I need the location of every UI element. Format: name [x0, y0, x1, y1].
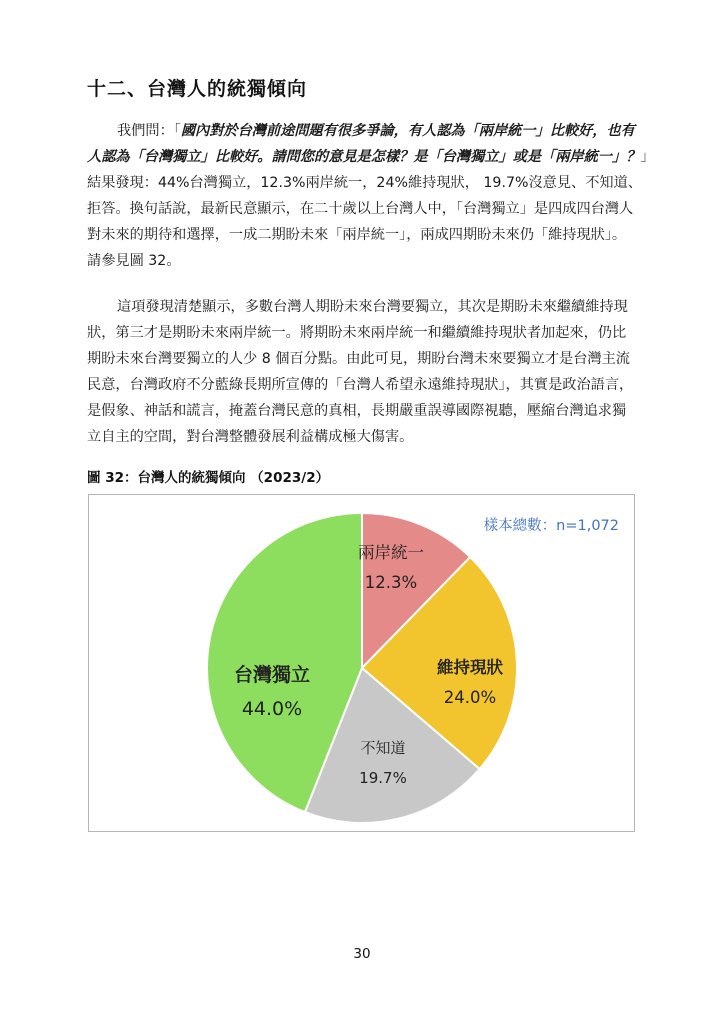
page-number: 30	[353, 946, 371, 962]
paragraph-1-line-5: 對未來的期待和選擇，一成二期盼未來「兩岸統一」，兩成四期盼未來仍「維持現狀」。	[87, 227, 627, 243]
quote-open: 我們問：「	[117, 123, 181, 139]
paragraph-1-line-4: 拒答。換句話說，最新民意顯示，在二十歲以上台灣人中，「台灣獨立」是四成四台灣人	[87, 201, 634, 217]
pie-chart	[89, 495, 634, 831]
survey-question-part-1: 國內對於台灣前途問題有很多爭論，有人認為「兩岸統一」比較好，也有	[180, 123, 635, 139]
paragraph-1-line-1	[87, 118, 643, 144]
pie-chart-frame	[88, 494, 635, 832]
pie-value-label-1: 12.3%	[364, 573, 418, 592]
pie-label-4: 台灣獨立	[233, 664, 311, 686]
paragraph-2-line-2: 狀，第三才是期盼未來兩岸統一。將期盼未來兩岸統一和繼續維持現狀者加起來，仍比	[87, 325, 627, 341]
quote-close: 」	[640, 149, 655, 165]
section-title: 十二、台灣人的統獨傾向	[87, 78, 308, 100]
paragraph-2-line-6: 立自主的空間，對台灣整體發展利益構成極大傷害。	[87, 429, 414, 445]
pie-value-label-3: 19.7%	[359, 769, 407, 787]
pie-value-label-4: 44.0%	[241, 698, 303, 720]
sample-size-annotation: 樣本總數：n=1,072	[483, 518, 619, 534]
survey-question-part-2: 人認為「台灣獨立」比較好。請問您的意見是怎樣？是「台灣獨立」或是「兩岸統一」？	[87, 149, 641, 165]
pie-value-label-2: 24.0%	[443, 688, 497, 707]
pie-label-3: 不知道	[360, 739, 406, 757]
paragraph-1-line-2	[87, 144, 655, 170]
paragraph-2-line-5: 是假象、神話和謊言，掩蓋台灣民意的真相，長期嚴重誤導國際視聽，壓縮台灣追求獨	[87, 403, 627, 419]
figure-caption: 圖 32：台灣人的統獨傾向 （2023/2）	[87, 470, 330, 486]
pie-label-2: 維持現狀	[437, 658, 503, 677]
paragraph-2-line-1: 這項發現清楚顯示，多數台灣人期盼未來台灣要獨立，其次是期盼未來繼續維持現	[117, 299, 628, 315]
paragraph-1	[87, 118, 655, 274]
paragraph-1-line-6: 請參見圖 32。	[87, 253, 181, 269]
paragraph-2	[87, 294, 643, 450]
paragraph-1-line-3: 結果發現：44%台灣獨立，12.3%兩岸統一，24%維持現狀， 19.7%沒意見、不知道、	[87, 175, 642, 191]
pie-label-1: 兩岸統一	[358, 543, 424, 562]
paragraph-2-line-4: 民意，台灣政府不分藍綠長期所宣傳的「台灣人希望永遠維持現狀」，其實是政治語言，	[87, 377, 634, 393]
paragraph-2-line-3: 期盼未來台灣要獨立的人少 8 個百分點。由此可見，期盼台灣未來要獨立才是台灣主流	[87, 351, 630, 367]
